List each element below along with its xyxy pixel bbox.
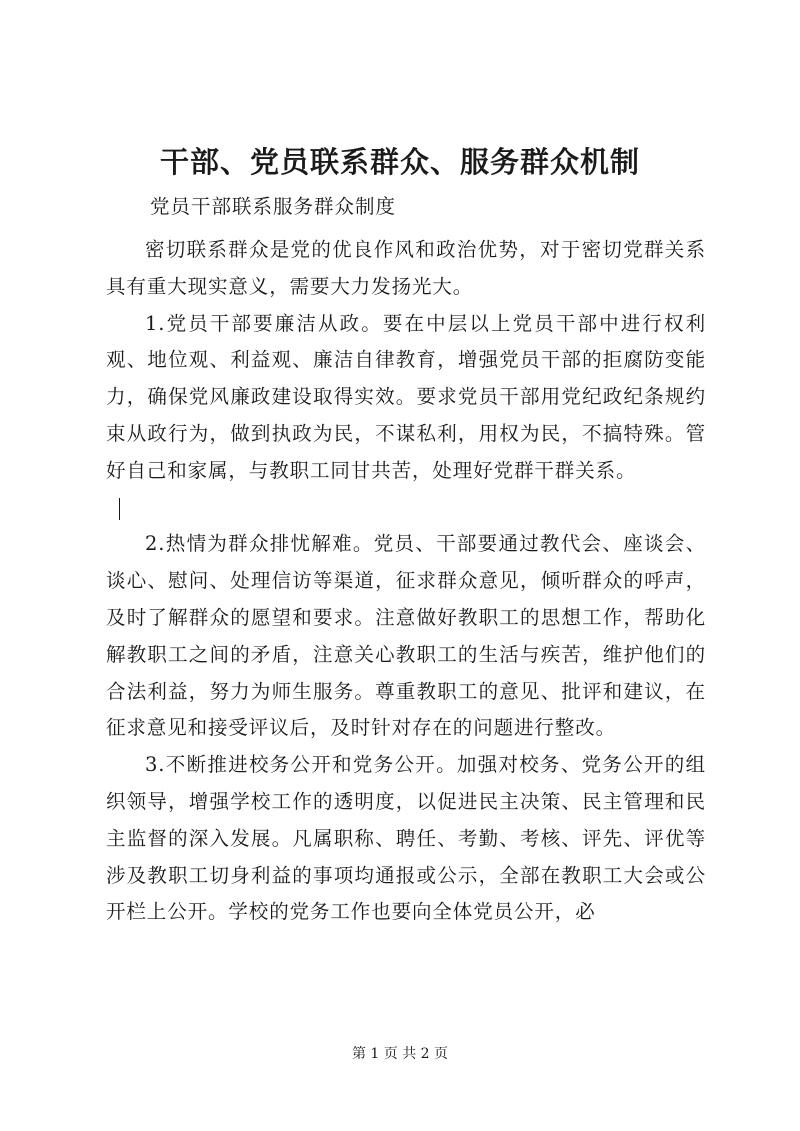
- paragraph-intro: 密切联系群众是党的优良作风和政治优势，对于密切党群关系具有重大现实意义，需要大力发扬光大。: [106, 238, 706, 298]
- paragraph-item-2: 2.热情为群众排忧解难。党员、干部要通过教代会、座谈会、谈心、慰问、处理信访等渠道，征求群众意见，倾听群众的呼声，及时了解群众的愿望和要求。注意做好教职工的思想工作，帮助化解教职工之间的矛盾，注意关心教职工的生活与疾苦，维护他们的合法利益，努力为师生服务。尊重教职工的意见、批评和建议，在征求意见和接受评议后，及时针对存在的问题进行整改。: [106, 532, 706, 740]
- document-body: [106, 232, 706, 931]
- document-title: 干部、党员联系群众、服务群众机制: [159, 145, 640, 179]
- paragraph-item-1: 1.党员干部要廉洁从政。要在中层以上党员干部中进行权利观、地位观、利益观、廉洁自律教育，增强党员干部的拒腐防变能力，确保党风廉政建设取得实效。要求党员干部用党纪政纪条规约束从政行为，做到执政为民，不谋私利，用权为民，不搞特殊。管好自己和家属，与教职工同甘共苦，处理好党群干群关系。: [106, 311, 706, 482]
- page-number-footer: 第 1 页 共 2 页: [351, 1046, 449, 1062]
- text-cursor-line[interactable]: [106, 490, 706, 527]
- paragraph-item-3: 3.不断推进校务公开和党务公开。加强对校务、党务公开的组织领导，增强学校工作的透明度，以促进民主决策、民主管理和民主监督的深入发展。凡属职称、聘任、考勤、考核、评先、评优等涉及教职工切身利益的事项均通报或公示，全部在教职工大会或公开栏上公开。学校的党务工作也要向全体党员公开，必: [106, 753, 706, 924]
- document-subtitle: 党员干部联系服务群众制度: [150, 195, 397, 218]
- text-cursor: [119, 498, 120, 520]
